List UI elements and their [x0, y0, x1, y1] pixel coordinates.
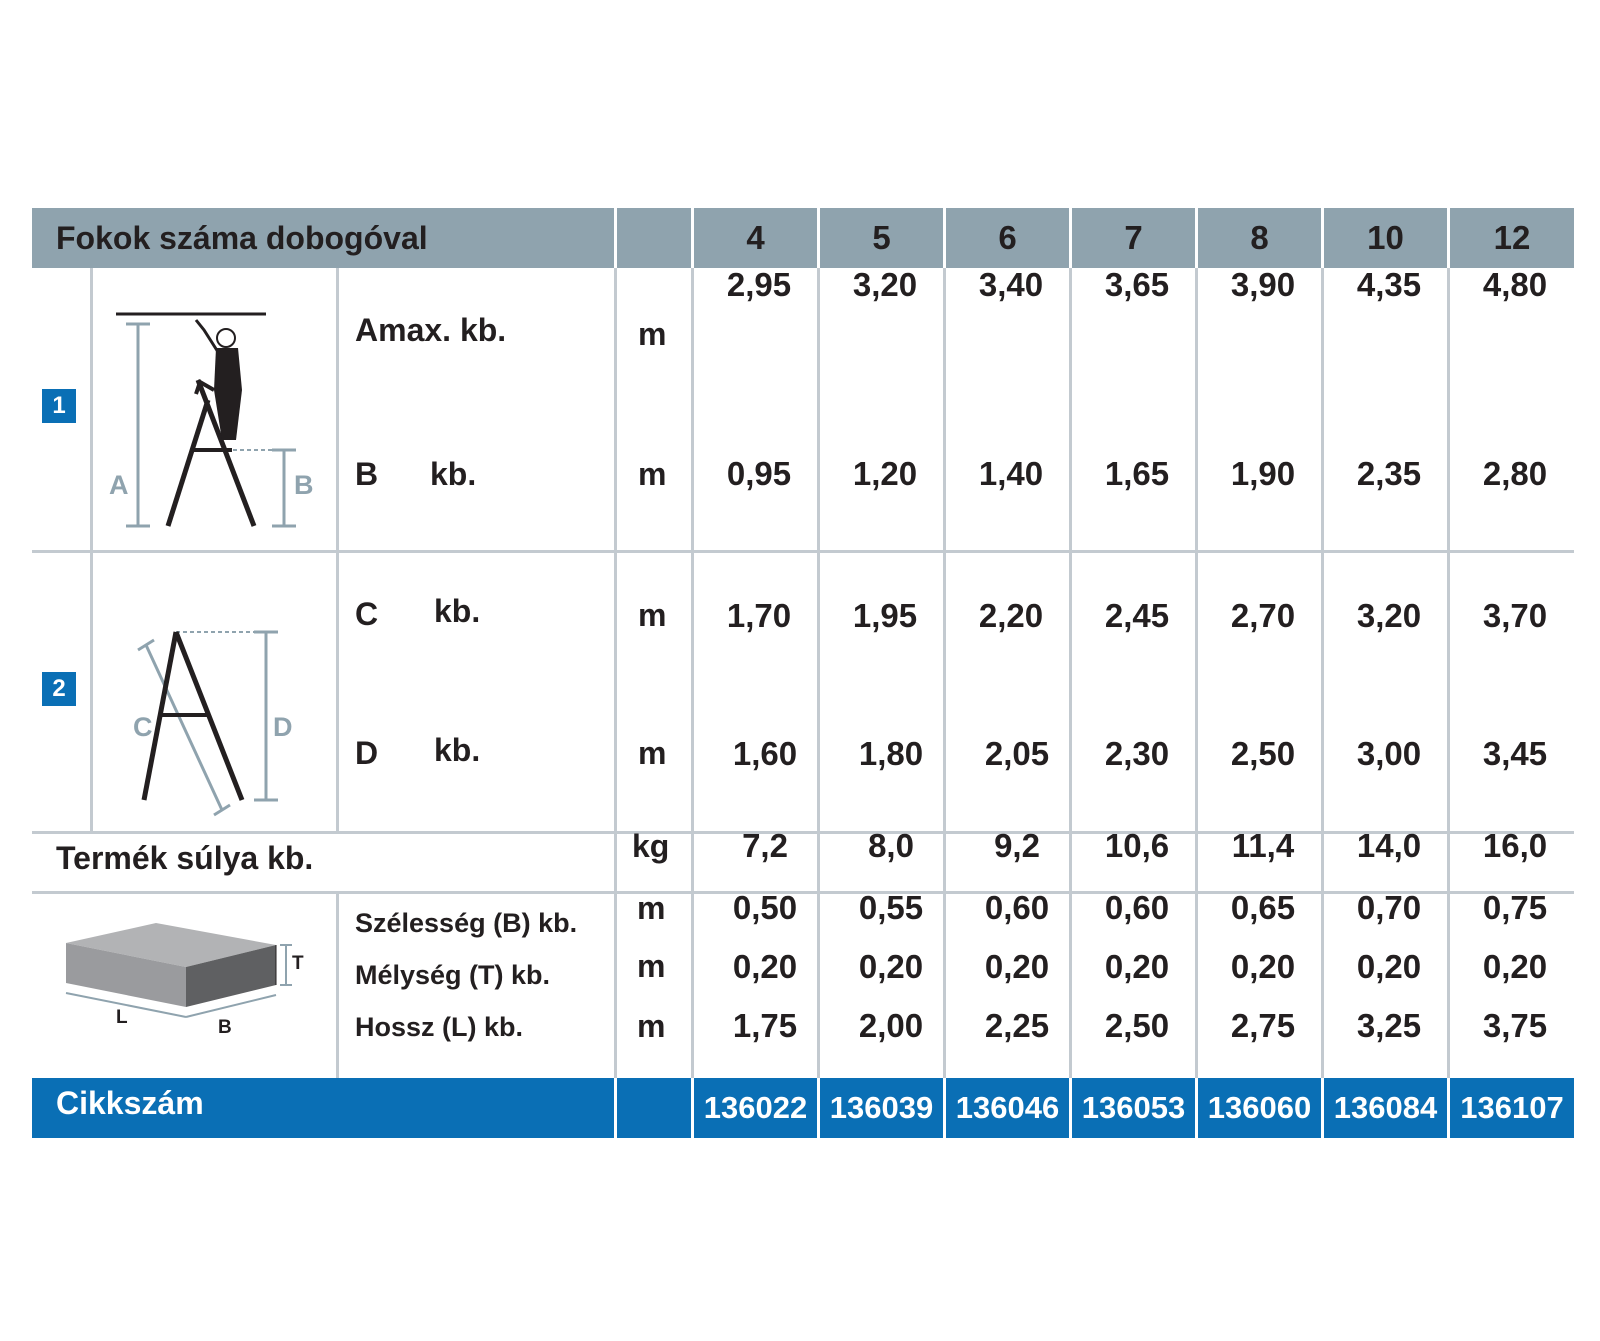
value-a: 3,65 — [1104, 266, 1170, 303]
package-length-value: 3,25 — [1356, 1007, 1422, 1044]
value-b: 2,35 — [1356, 455, 1422, 492]
value-a: 3,40 — [978, 266, 1044, 303]
row-label-b: kb. — [430, 456, 477, 492]
row-divider — [32, 550, 1574, 553]
package-label-width: Szélesség (B) kb. — [355, 908, 578, 938]
row-letter-c: C — [355, 596, 379, 632]
ladder-dimensions-illustration — [96, 610, 332, 825]
value-b: 0,95 — [726, 455, 792, 492]
package-unit: m — [637, 948, 666, 984]
section-badge-1: 1 — [42, 389, 76, 423]
header-unit-cell — [617, 208, 691, 268]
article-number: 136107 — [1460, 1090, 1564, 1125]
unit-d: m — [638, 735, 667, 771]
row-label-d: kb. — [434, 732, 481, 768]
step-count: 10 — [1367, 219, 1404, 256]
value-a: 3,90 — [1230, 266, 1296, 303]
value-b: 1,65 — [1104, 455, 1170, 492]
figure-label-b-box: B — [218, 1017, 232, 1038]
weight-value: 11,4 — [1231, 827, 1295, 864]
package-width-value: 0,55 — [858, 889, 924, 926]
step-count: 4 — [746, 219, 765, 256]
row-label-a: Amax. kb. — [355, 312, 507, 348]
package-width-value: 0,65 — [1230, 889, 1296, 926]
row-letter-b: B — [355, 456, 379, 492]
package-depth-value: 0,20 — [984, 948, 1050, 985]
article-number: 136084 — [1333, 1090, 1438, 1125]
grid-divider — [614, 268, 617, 1078]
weight-value: 7,2 — [742, 827, 788, 864]
article-number: 136039 — [829, 1090, 934, 1125]
value-b: 1,90 — [1230, 455, 1296, 492]
value-a: 4,80 — [1482, 266, 1548, 303]
package-depth-value: 0,20 — [732, 948, 798, 985]
package-unit: m — [637, 890, 666, 926]
figure-label-d: D — [273, 712, 293, 742]
value-c: 1,95 — [852, 597, 918, 634]
article-number: 136046 — [955, 1090, 1060, 1125]
value-a: 3,20 — [852, 266, 918, 303]
value-c: 2,45 — [1104, 597, 1170, 634]
package-depth-value: 0,20 — [1356, 948, 1422, 985]
value-d: 2,30 — [1104, 735, 1170, 772]
value-d: 3,00 — [1356, 735, 1422, 772]
package-width-value: 0,60 — [984, 889, 1050, 926]
grid-divider — [336, 892, 339, 1078]
package-label-depth: Mélység (T) kb. — [355, 960, 551, 990]
value-c: 1,70 — [726, 597, 792, 634]
value-a: 4,35 — [1356, 266, 1422, 303]
package-length-value: 3,75 — [1482, 1007, 1548, 1044]
package-width-value: 0,60 — [1104, 889, 1170, 926]
article-number: 136022 — [703, 1090, 808, 1125]
package-length-value: 2,00 — [858, 1007, 924, 1044]
unit-a: m — [638, 316, 667, 352]
value-d: 3,45 — [1482, 735, 1548, 772]
footer-unit-cell — [617, 1078, 691, 1138]
package-width-value: 0,75 — [1482, 889, 1548, 926]
figure-label-a: A — [109, 470, 129, 500]
ladder-reach-illustration — [96, 290, 332, 540]
value-b: 2,80 — [1482, 455, 1548, 492]
weight-value: 14,0 — [1356, 827, 1422, 864]
package-box-illustration — [60, 915, 320, 1045]
figure-label-b: B — [294, 470, 314, 500]
package-depth-value: 0,20 — [858, 948, 924, 985]
unit-c: m — [638, 597, 667, 633]
weight-label: Termék súlya kb. — [56, 840, 314, 876]
figure-label-l: L — [116, 1007, 128, 1028]
value-b: 1,20 — [852, 455, 918, 492]
header-title: Fokok száma dobogóval — [56, 220, 428, 256]
value-d: 1,60 — [732, 735, 798, 772]
weight-unit: kg — [632, 828, 670, 864]
footer-label: Cikkszám — [56, 1085, 204, 1121]
package-width-value: 0,70 — [1356, 889, 1422, 926]
package-depth-value: 0,20 — [1230, 948, 1296, 985]
package-label-length: Hossz (L) kb. — [355, 1012, 524, 1042]
weight-value: 10,6 — [1104, 827, 1170, 864]
value-b: 1,40 — [978, 455, 1044, 492]
package-width-value: 0,50 — [732, 889, 798, 926]
package-depth-value: 0,20 — [1104, 948, 1170, 985]
weight-value: 8,0 — [868, 827, 914, 864]
package-unit: m — [637, 1008, 666, 1044]
step-count: 6 — [998, 219, 1017, 256]
article-number: 136053 — [1081, 1090, 1186, 1125]
step-count: 7 — [1124, 219, 1143, 256]
value-c: 2,20 — [978, 597, 1044, 634]
value-c: 2,70 — [1230, 597, 1296, 634]
value-d: 2,05 — [984, 735, 1050, 772]
step-count: 5 — [872, 219, 891, 256]
row-letter-d: D — [355, 735, 379, 771]
package-depth-value: 0,20 — [1482, 948, 1548, 985]
package-length-value: 1,75 — [732, 1007, 798, 1044]
weight-value: 9,2 — [994, 827, 1040, 864]
value-c: 3,20 — [1356, 597, 1422, 634]
figure-label-t: T — [292, 953, 304, 974]
value-d: 2,50 — [1230, 735, 1296, 772]
unit-b: m — [638, 456, 667, 492]
step-count: 8 — [1250, 219, 1269, 256]
value-c: 3,70 — [1482, 597, 1548, 634]
value-a: 2,95 — [726, 266, 792, 303]
package-length-value: 2,75 — [1230, 1007, 1296, 1044]
value-d: 1,80 — [858, 735, 924, 772]
package-length-value: 2,25 — [984, 1007, 1050, 1044]
article-number: 136060 — [1207, 1090, 1312, 1125]
row-label-c: kb. — [434, 593, 481, 629]
package-length-value: 2,50 — [1104, 1007, 1170, 1044]
figure-label-c: C — [133, 712, 153, 742]
grid-divider — [691, 268, 694, 1078]
step-count: 12 — [1493, 219, 1531, 256]
section-badge-2: 2 — [42, 672, 76, 706]
weight-value: 16,0 — [1482, 827, 1548, 864]
